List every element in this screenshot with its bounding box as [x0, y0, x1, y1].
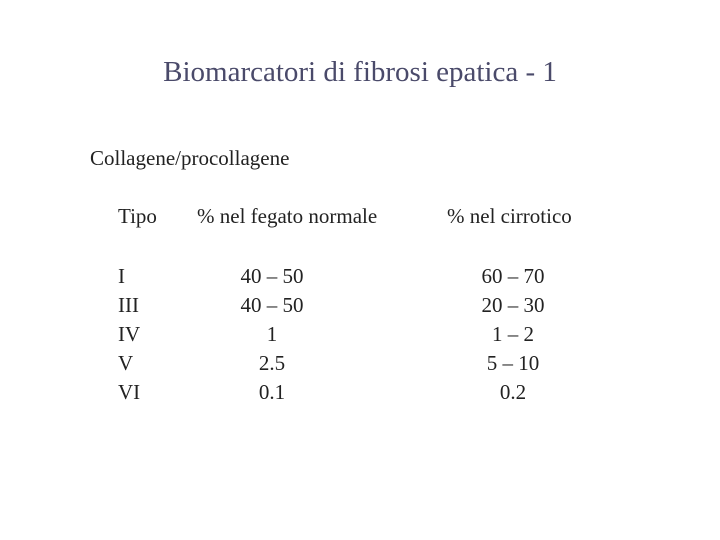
cell-tipo: V — [118, 351, 134, 375]
slide-subtitle: Collagene/procollagene — [90, 146, 290, 170]
cell-cirrhotic: 5 – 10 — [486, 351, 540, 375]
cell-normal-liver: 40 – 50 — [240, 293, 304, 317]
cell-normal-liver: 0.1 — [258, 380, 286, 404]
cell-normal-liver: 40 – 50 — [240, 264, 304, 288]
cell-cirrhotic: 20 – 30 — [481, 293, 545, 317]
column-cirrhotic — [453, 262, 573, 407]
cell-tipo: IV — [118, 322, 141, 346]
cell-normal-liver: 2.5 — [258, 351, 286, 375]
header-tipo: Tipo — [118, 204, 157, 228]
cell-cirrhotic: 0.2 — [499, 380, 527, 404]
header-normal-liver: % nel fegato normale — [197, 204, 378, 228]
header-cirrhotic: % nel cirrotico — [447, 204, 572, 228]
cell-normal-liver: 1 — [266, 322, 278, 346]
column-normal-liver — [212, 262, 332, 407]
slide-title: Biomarcatori di fibrosi epatica - 1 — [163, 56, 557, 88]
cell-tipo: VI — [118, 380, 141, 404]
cell-tipo: I — [118, 264, 125, 288]
cell-cirrhotic: 1 – 2 — [492, 322, 534, 346]
column-tipo — [118, 262, 140, 407]
cell-cirrhotic: 60 – 70 — [481, 264, 545, 288]
cell-tipo: III — [118, 293, 139, 317]
